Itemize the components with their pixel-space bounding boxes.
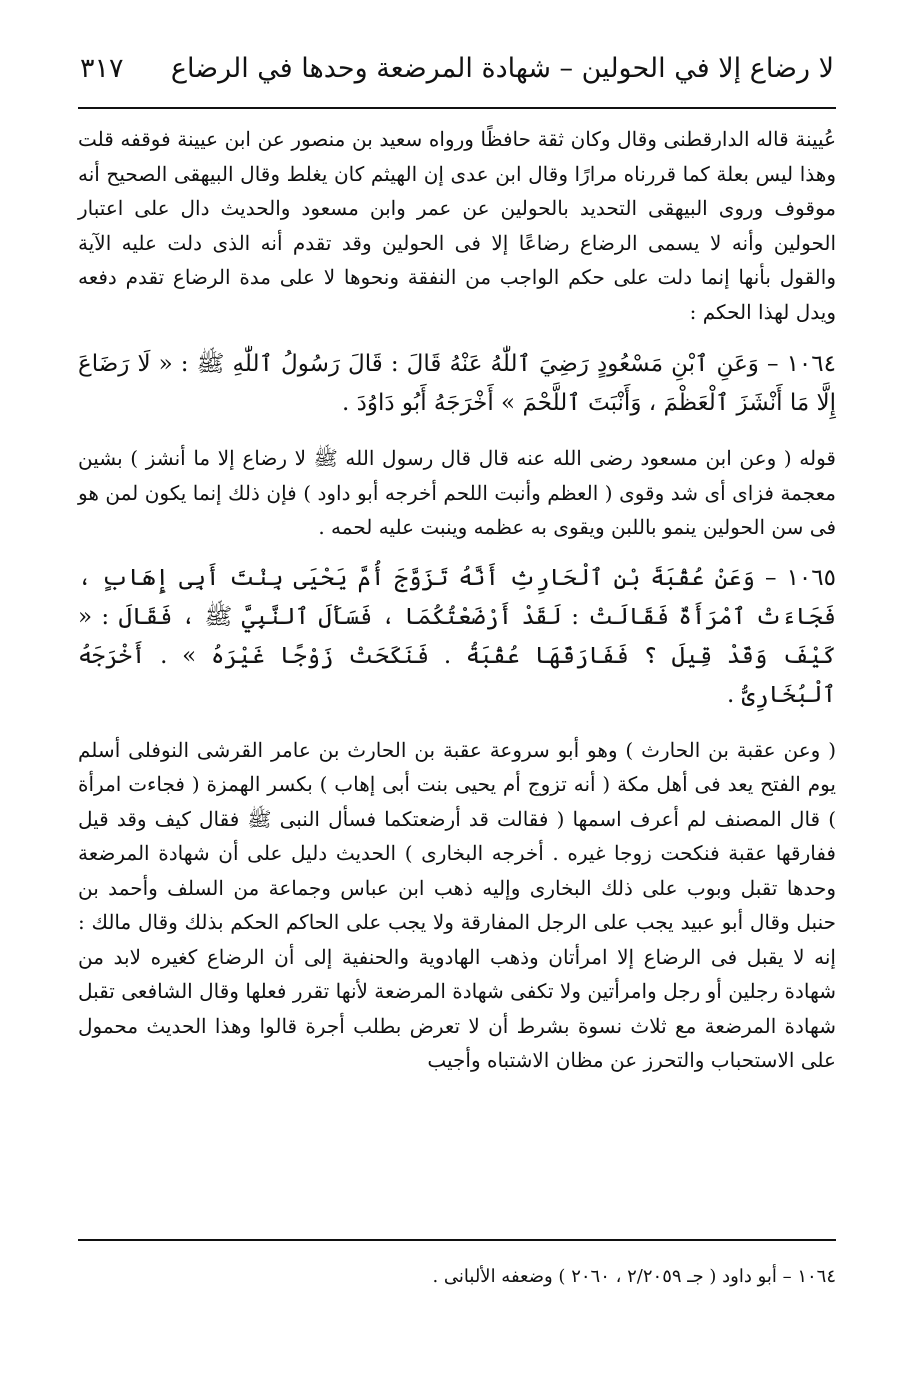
header-divider — [78, 107, 836, 109]
commentary-paragraph-1: عُيينة قاله الدارقطنى وقال وكان ثقة حافظًا ورواه سعيد بن منصور عن ابن عيينة فوقفه قلت وهذا ليس بعلة كما قررناه مرارًا وقال ابن عدى إن الهيثم كان يغلط وقال البيهقى الصحيح أنه موقوف وروى البيهقى التحديد بالحولين عن عمر وابن مسعود والحديث دال على اعتبار الحولين وأنه لا يسمى الرضاع رضاعًا إلا فى الحولين وقد تقدم أنه الذى دلت عليه الآية والقول بأنها إنما دلت على حكم الواجب من النفقة ونحوها لا على مدة الرضاع تقدم دفعه ويدل لهذا الحكم : — [78, 127, 836, 324]
running-head — [80, 44, 834, 94]
footnote-divider — [78, 1239, 836, 1241]
hadith-1064: ١٠٦٤ – وَعَنِ ٱبْنِ مَسْعُودٍ رَضِيَ ٱللّٰهُ عَنْهُ قَالَ : قَالَ رَسُولُ ٱللّٰهِ ﷺ : « لَا رَضَاعَ إِلَّا مَا أَنْشَزَ ٱلْعَظْمَ ، وَأَنْبَتَ ٱللَّحْمَ » أَخْرَجَهُ أَبُو دَاوُدَ . — [78, 351, 836, 416]
running-title: لا رضاع إلا في الحولين – شهادة المرضعة وحدها في الرضاع — [170, 53, 834, 84]
commentary-paragraph-2: قوله ( وعن ابن مسعود رضى الله عنه قال قال رسول الله ﷺ لا رضاع إلا ما أنشز ) بشين معجمة فزاى أى شد وقوى ( العظم وأنبت اللحم أخرجه أبو داود ) فإن ذلك إنما يكون لمن هو فى سن الحولين ينمو باللبن ويقوى به عظمه وينبت عليه لحمه . — [78, 446, 836, 539]
page-number: ٣١٧ — [80, 53, 124, 84]
main-text — [78, 122, 836, 1078]
hadith-1065: ١٠٦٥ – وَعَنْ عُقْبَةَ بْنِ ٱلْحَارِثِ أَنَّهُ تَزَوَّجَ أُمَّ يَحْيَى بِنْتَ أَبِى إِهَابٍ ، فَجَاءَتْ ٱمْرَأَةٌ فَقَالَتْ : لَقَدْ أَرْضَعْتُكُمَا ، فَسَأَلَ ٱلنَّبِيَّ ﷺ ، فَقَالَ : « كَيْفَ وَقَدْ قِيلَ ؟ فَفَارَقَهَا عُقْبَةُ . فَنَكَحَتْ زَوْجًا غَيْرَهُ » . أَخْرَجَهُ ٱلْبُخَارِىُّ . — [78, 564, 836, 708]
footnote: ١٠٦٤ – أبو داود ( جـ ٢/٢٠٥٩ ، ٢٠٦٠ ) وضعفه الألبانى . — [432, 1266, 836, 1287]
commentary-paragraph-3: ( وعن عقبة بن الحارث ) وهو أبو سروعة عقبة بن الحارث بن عامر القرشى النوفلى أسلم يوم الفتح يعد فى أهل مكة ( أنه تزوج أم يحيى بنت أبى إهاب ) بكسر الهمزة ( فجاءت امرأة ) قال المصنف لم أعرف اسمها ( فقالت قد أرضعتكما فسأل النبى ﷺ فقال كيف وقد قيل ففارقها عقبة فنكحت زوجا غيره . أخرجه البخارى ) الحديث دليل على أن شهادة المرضعة وحدها تقبل وبوب على ذلك البخارى وإليه ذهب ابن عباس وجماعة من السلف وأحمد بن حنبل وقال أبو عبيد يجب على الرجل المفارقة ولا يجب على الحاكم الحكم بذلك وقال مالك : إنه لا يقبل فى الرضاع إلا امرأتان وذهب الهادوية والحنفية إلى أن الرضاع كغيره لابد من شهادة رجلين أو رجل وامرأتين ولا تكفى شهادة المرضعة لأنها تقرر فعلها وقال الشافعى تقبل شهادة المرضعة مع ثلاث نسوة بشرط أن لا تعرض بطلب أجرة قالوا وهذا الحديث محمول على الاستحباب والتحرز عن مظان الاشتباه وأجيب — [78, 737, 836, 1072]
